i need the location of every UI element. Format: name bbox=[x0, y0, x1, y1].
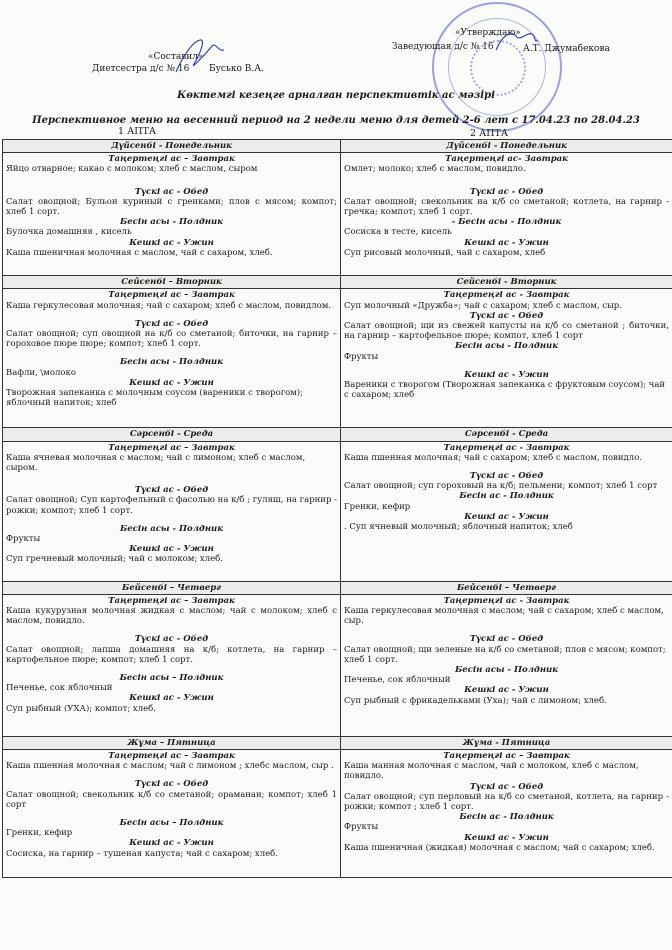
meal-title: Бесін асы – Полдник bbox=[119, 818, 224, 829]
meal-items: Салат овощной; свекольник на к/б со сметаной; котлета, на гарнир - гречка; компот; хлеб 1 сорт. bbox=[344, 196, 669, 218]
menu-table bbox=[2, 139, 672, 878]
meal-title: Түскі ас - Обед bbox=[469, 471, 544, 482]
meal-title: Түскі ас - Обед bbox=[134, 318, 209, 329]
meal-title: Кешкі ас - Ужин bbox=[129, 237, 214, 248]
day-menu-row bbox=[3, 289, 672, 428]
meal-items: Гренки, кефир bbox=[344, 501, 411, 512]
menu-cell-week1 bbox=[3, 153, 341, 276]
meal-title: Таңертеңгі ас – Завтрак bbox=[108, 442, 235, 453]
meal-title: Таңертеңгі ас - Завтрак bbox=[443, 290, 570, 301]
menu-cell-week2 bbox=[341, 441, 672, 581]
title-russian: Перспективное меню на весенний период на 2 недели меню для детей 2-6 лет с 17.04.23 по 28.04.23 bbox=[32, 115, 640, 126]
day-menu-row bbox=[3, 750, 672, 878]
menu-cell-week2 bbox=[341, 594, 672, 736]
meal-items: Суп рисовый молочный, чай с сахаром, хлеб bbox=[344, 247, 546, 258]
day-title-week1: Сәрсенбі - Среда bbox=[3, 428, 341, 441]
meal-items: Омлет; молоко; хлеб с маслом, повидло. bbox=[344, 164, 526, 175]
day-title-week1: Дүйсенбі - Понедельник bbox=[3, 140, 341, 153]
meal-title: Түскі ас - Обед bbox=[469, 186, 544, 197]
meal-title: Бесін асы - Полдник bbox=[455, 665, 558, 676]
meal-items: Салат овощной; лапша домашняя на к/б; котлета, на гарнир – картофельное пюре; компот; хлеб 1 сорт. bbox=[6, 644, 337, 665]
menu-cell-week1 bbox=[3, 594, 341, 736]
meal-items: Каша геркулесовая молочная; чай с сахаром; хлеб с маслом, повидлом. bbox=[6, 300, 332, 311]
meal-items: Каша манная молочная с маслом, чай с молоком, хлеб с маслом, повидло. bbox=[344, 761, 639, 782]
meal-items: Каша пшенная молочная; чай с сахаром; хлеб с маслом, повидло. bbox=[344, 452, 643, 463]
meal-title: Кешкі ас - Ужин bbox=[464, 237, 549, 248]
meal-title: - Бесін асы - Полдник bbox=[451, 217, 562, 228]
title-kazakh: Көктемгі кезеңге арналған перспективтік ас мәзірі bbox=[177, 90, 495, 101]
day-header-row bbox=[3, 736, 672, 749]
menu-cell-week1 bbox=[3, 289, 341, 428]
day-title-week2: Сейсенбі - Вторник bbox=[341, 276, 672, 289]
approve-person: Заведующая д/с № 16 bbox=[392, 42, 494, 52]
meal-items: . Суп ячневый молочный; яблочный напиток; хлеб bbox=[344, 522, 573, 533]
meal-items: Салат овощной; Суп картофельный с фасолью на к/б ; гуляш, на гарнир - рожки; компот; хлеб 1 сорт. bbox=[6, 495, 337, 516]
day-title-week2: Бейсенбі – Четверг bbox=[341, 581, 672, 594]
meal-title: Кешкі ас - Ужин bbox=[129, 377, 214, 388]
meal-title: Бесін асы - Полдник bbox=[120, 357, 223, 368]
menu-cell-week2 bbox=[341, 153, 672, 276]
meal-title: Кешкі ас - Ужин bbox=[464, 511, 549, 522]
meal-items: Печенье, сок яблочный bbox=[6, 683, 113, 694]
meal-title: Бесін асы - Полдник bbox=[120, 523, 223, 534]
meal-title: Түскі ас - Обед bbox=[469, 781, 544, 792]
meal-title: Кешкі ас - Ужин bbox=[464, 369, 549, 380]
day-header-row bbox=[3, 428, 672, 441]
meal-title: Таңертеңгі ас – Завтрак bbox=[108, 751, 235, 762]
meal-items: Каша пшенная молочная с маслом; чай с лимоном ; хлебс маслом, сыр . bbox=[6, 761, 334, 772]
meal-items: Суп рыбный с фрикадельками (Уха); чай с лимоном; хлеб. bbox=[344, 695, 607, 706]
compiled-name: Бусько В.А. bbox=[209, 64, 264, 74]
day-menu-row bbox=[3, 153, 672, 276]
day-title-week1: Жұма – Пятница bbox=[3, 736, 341, 749]
meal-title: Кешкі ас - Ужин bbox=[464, 832, 549, 843]
meal-title: Бесін асы – Полдник bbox=[119, 673, 224, 684]
meal-items: Творожная запеканка с молочным соусом (вареники с творогом); яблочный напиток; хлеб bbox=[6, 388, 304, 409]
approve-name: А.Т. Джумабекова bbox=[523, 44, 610, 54]
meal-items: Фрукты bbox=[344, 822, 379, 833]
day-title-week1: Бейсенбі – Четверг bbox=[3, 581, 341, 594]
meal-items: Салат овощной; щи из свежей капусты на к/б со сметаной ; биточки, на гарнир – картофельное пюре; компот, хлеб 1 сорт bbox=[344, 321, 669, 342]
day-title-week2: Дүйсенбі - Понедельник bbox=[341, 140, 672, 153]
meal-title: Таңертеңгі ас - Завтрак bbox=[443, 442, 570, 453]
meal-items: Каша геркулесовая молочная с маслом; чай с сахаром; хлеб с маслом, сыр. bbox=[344, 606, 664, 627]
day-title-week2: Жұма - Пятница bbox=[341, 736, 672, 749]
compiled-person: Диетсестра д/с № 16 bbox=[92, 64, 190, 74]
meal-items: Каша кукурузная молочная жидкая с маслом; чай с молоком; хлеб с маслом, повидло. bbox=[6, 606, 337, 627]
meal-title: Бесін ас - Полдник bbox=[459, 812, 554, 823]
meal-title: Түскі ас - Обед bbox=[134, 186, 209, 197]
menu-cell-week1 bbox=[3, 441, 341, 581]
meal-items: Каша пшеничная (жидкая) молочная с маслом; чай с сахаром; хлеб. bbox=[344, 842, 655, 853]
menu-cell-week2 bbox=[341, 289, 672, 428]
meal-items: Салат овощной; Бульон куриный с гренками; плов с мясом; компот; хлеб 1 сорт. bbox=[6, 196, 337, 218]
meal-items: Гренки, кефир bbox=[6, 828, 73, 839]
meal-items: Суп молочный «Дружба»; чай с сахаром; хлеб с маслом, сыр. bbox=[344, 300, 622, 311]
meal-title: Таңертеңгі ас- Завтрак bbox=[445, 154, 568, 165]
day-header-row bbox=[3, 581, 672, 594]
meal-title: Түскі ас - Обед bbox=[134, 779, 209, 790]
meal-items: Салат овощной; суп гороховый на к/б; пельмени; компот; хлеб 1 сорт bbox=[344, 481, 658, 492]
approve-label: «Утверждаю» bbox=[455, 28, 521, 38]
meal-items: Салат овощной; щи зеленые на к/б со сметаной; плов с мясом; компот; хлеб 1 сорт. bbox=[344, 644, 666, 665]
meal-items: Салат овощной; суп овощной на к/б со сметаной; биточки, на гарнир – гороховое пюре пюре; компот; хлеб 1 сорт. bbox=[6, 329, 337, 350]
meal-title: Кешкі ас - Ужин bbox=[129, 838, 214, 849]
meal-title: Бесін ас - Полдник bbox=[459, 491, 554, 502]
day-header-row bbox=[3, 276, 672, 289]
meal-items: Салат овощной; свекольник к/б со сметаной; ораманан; компот; хлеб 1 сорт bbox=[6, 789, 337, 810]
meal-title: Таңертеңгі ас – Завтрак bbox=[108, 290, 235, 301]
meal-title: Таңертеңгі ас – Завтрак bbox=[108, 154, 235, 165]
meal-title: Таңертеңгі ас – Завтрак bbox=[443, 751, 570, 762]
meal-items: Яйцо отварное; какао с молоком; хлеб с маслом, сыром bbox=[6, 164, 258, 175]
menu-cell-week1 bbox=[3, 750, 341, 878]
day-menu-row bbox=[3, 441, 672, 581]
meal-items: Фрукты bbox=[6, 534, 41, 545]
meal-title: Кешкі ас - Ужин bbox=[129, 693, 214, 704]
meal-items: Каша ячневая молочная с маслом; чай с лимоном; хлеб с маслом, сыром. bbox=[6, 452, 306, 474]
compiled-label: «Составил» bbox=[148, 52, 204, 62]
meal-items: Фрукты bbox=[344, 351, 379, 362]
meal-items: Булочка домашняя , кисель bbox=[6, 227, 132, 238]
meal-items: Вафли, \молоко bbox=[6, 367, 76, 378]
day-title-week1: Сейсенбі – Вторник bbox=[3, 276, 341, 289]
day-menu-row bbox=[3, 594, 672, 736]
meal-title: Түскі ас - Обед bbox=[134, 634, 209, 645]
approve-signature-icon bbox=[492, 26, 542, 56]
meal-items: Печенье, сок яблочный bbox=[344, 675, 451, 686]
meal-items: Сосиска, на гарнир – тушеная капуста; чай с сахаром; хлеб. bbox=[6, 848, 278, 859]
meal-title: Бесін асы - Полдник bbox=[120, 217, 223, 228]
meal-items: Вареники с творогом (Творожная запеканка с фруктовым соусом); чай с сахаром; хлеб bbox=[344, 380, 666, 401]
meal-title: Бесін асы - Полдник bbox=[455, 341, 558, 352]
compiled-signature-icon bbox=[170, 34, 230, 78]
week2-label: 2 АПТА bbox=[470, 128, 509, 139]
meal-title: Таңертеңгі ас – Завтрак bbox=[108, 595, 235, 606]
day-title-week2: Сәрсенбі - Среда bbox=[341, 428, 672, 441]
week1-label: 1 АПТА bbox=[118, 126, 157, 137]
meal-title: Түскі ас - Обед bbox=[134, 485, 209, 496]
meal-title: Түскі ас - Обед bbox=[469, 310, 544, 321]
meal-title: Кешкі ас - Ужин bbox=[129, 544, 214, 555]
official-stamp bbox=[432, 2, 562, 132]
day-header-row bbox=[3, 140, 672, 153]
meal-title: Кешкі ас - Ужин bbox=[464, 685, 549, 696]
meal-title: Таңертеңгі ас - Завтрак bbox=[443, 595, 570, 606]
meal-items: Каша пшеничная молочная с маслом, чай с сахаром, хлеб. bbox=[6, 247, 273, 258]
meal-title: Түскі ас - Обед bbox=[469, 634, 544, 645]
meal-items: Суп гречневый молочный; чай с молоком; хлеб. bbox=[6, 554, 223, 565]
menu-cell-week2 bbox=[341, 750, 672, 878]
meal-items: Сосиска в тесте, кисель bbox=[344, 227, 452, 238]
meal-items: Суп рыбный (УХА); компот; хлеб. bbox=[6, 703, 156, 714]
meal-items: Салат овощной; суп перловый на к/б со сметаной, котлета, на гарнир - рожки; компот ; хлеб 1 сорт. bbox=[344, 791, 669, 813]
